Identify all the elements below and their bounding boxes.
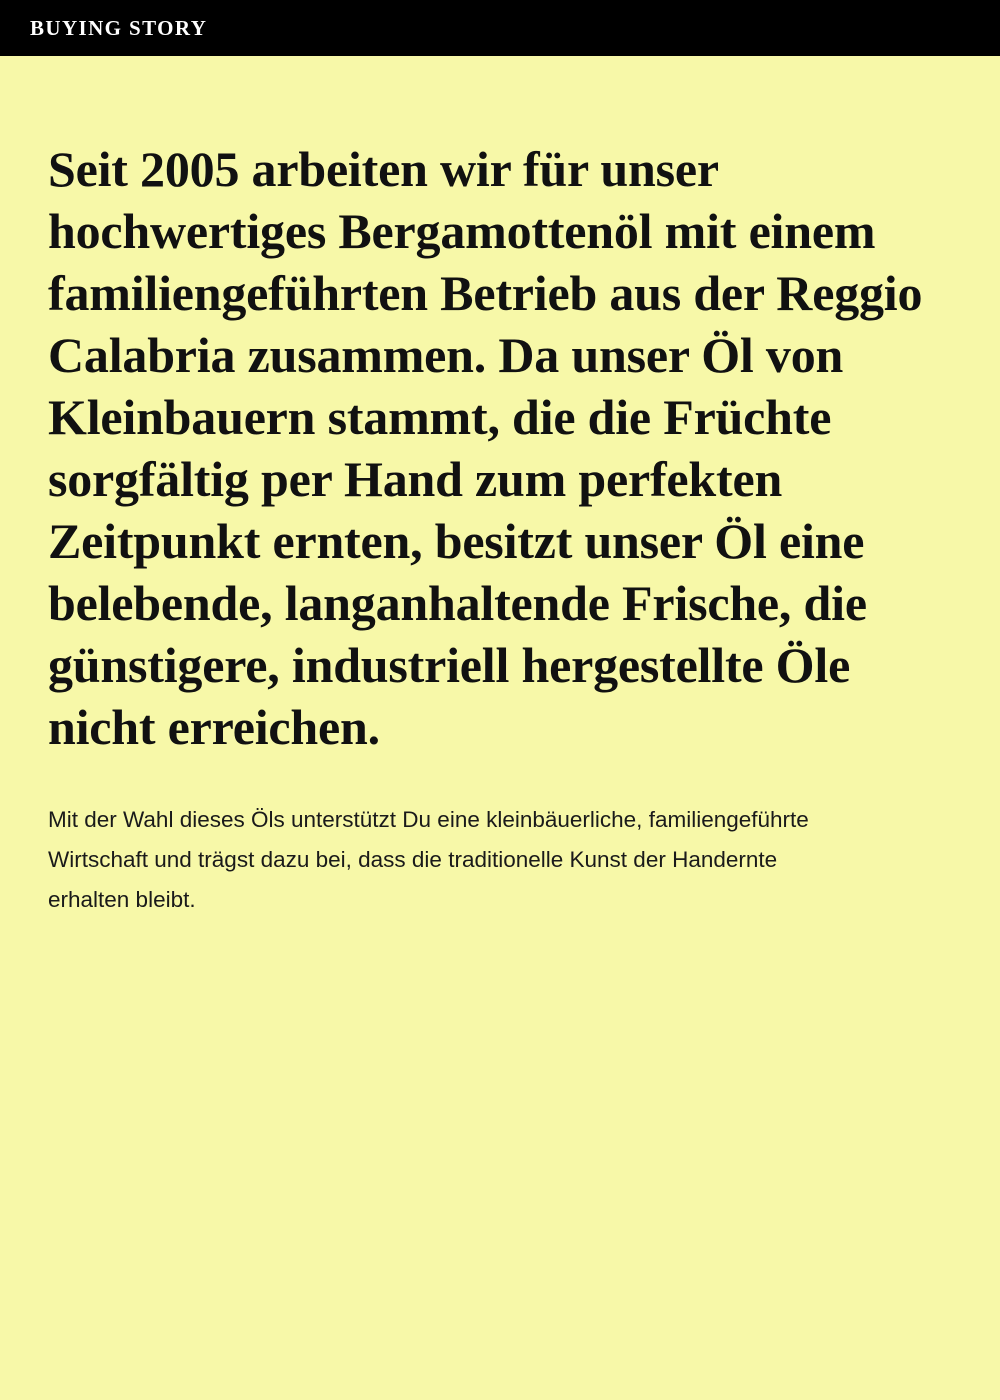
story-headline: Seit 2005 arbeiten wir für unser hochwertiges Bergamottenöl mit einem familiengeführten Betrieb aus der Reggio Calabria zusammen. Da unser Öl von Kleinbauern stammt, die die Früchte sorgfältig per Hand zum perfekten Zeitpunkt ernten, besitzt unser Öl eine belebende, langanhaltende Frische, die günstigere, industriell hergestellte Öle nicht erreichen. <box>48 141 923 755</box>
story-body-text: Mit der Wahl dieses Öls unterstützt Du eine kleinbäuerliche, familiengeführte Wirtschaft und trägst dazu bei, dass die traditionelle Kunst der Handernte erhalten bleibt. <box>48 807 809 912</box>
section-header-bar <box>0 0 1000 56</box>
section-header-label: BUYING STORY <box>30 15 208 40</box>
story-content <box>0 56 1000 920</box>
